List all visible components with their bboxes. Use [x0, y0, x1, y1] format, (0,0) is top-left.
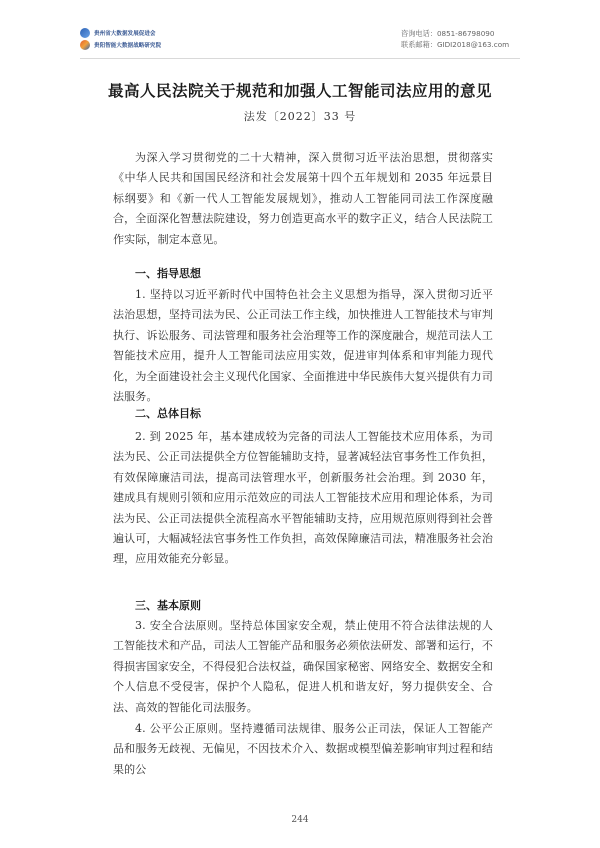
header-divider — [80, 58, 520, 59]
org-logo-1 — [80, 28, 156, 38]
section-heading: 三、基本原则 — [135, 599, 201, 612]
paragraph: 4. 公平公正原则。坚持遵循司法规律、服务公正司法，保证人工智能产品和服务无歧视、无偏见，不因技术介入、数据或模型偏差影响审判过程和结果的公 — [113, 722, 493, 776]
paragraph: 2. 到 2025 年，基本建成较为完备的司法人工智能技术应用体系，为司法为民、公正司法提供全方位智能辅助支持，显著减轻法官事务性工作负担，有效保障廉洁司法，提高司法管理水平，创新服务社会治理。到 2030 年，建成具有规则引领和应用示范效应的司法人工智能技术应用和理论体系，为司法为民、公正司法提供全流程高水平智能辅助支持，应用规范原则得到社会普遍认可，大幅减轻法官事务性工作负担，高效保障廉洁司法，精准服务社会治理，应用效能充分彰显。 — [113, 430, 493, 566]
paragraph: 3. 安全合法原则。坚持总体国家安全观，禁止使用不符合法律法规的人工智能技术和产品，司法人工智能产品和服务必须依法研发、部署和运行，不得损害国家安全，不得侵犯合法权益，确保国家秘密、网络安全、数据安全和个人信息不受侵害，保护个人隐私，促进人机和谐友好，努力提供安全、合法、高效的智能化司法服务。 — [113, 619, 493, 714]
intro-paragraph: 为深入学习贯彻党的二十大精神，深入贯彻习近平法治思想，贯彻落实《中华人民共和国国民经济和社会发展第十四个五年规划和 2035 年远景目标纲要》和《新一代人工智能发展规划》，推动人工智能同司法工作深度融合，全面深化智慧法院建设，努力创造更高水平的数字正义，结合人民法院工作实际，制定本意见。 — [113, 151, 493, 246]
contact-email: 联系邮箱：GIDI2018@163.com — [401, 40, 510, 49]
section-heading: 二、总体目标 — [135, 407, 201, 420]
document-title: 最高人民法院关于规范和加强人工智能司法应用的意见 — [107, 81, 492, 100]
document-number: 法发〔2022〕33 号 — [243, 110, 357, 123]
paragraph: 1. 坚持以习近平新时代中国特色社会主义思想为指导，深入贯彻习近平法治思想，坚持司法为民、公正司法工作主线，加快推进人工智能技术与审判执行、诉讼服务、司法管理和服务社会治理等工作的深度融合，规范司法人工智能技术应用，提升人工智能司法应用实效，促进审判体系和审判能力现代化，为全面建设社会主义现代化国家、全面推进中华民族伟大复兴提供有力司法服务。 — [113, 288, 493, 404]
org-name-2: 贵阳智能大数据战略研究院 — [94, 43, 162, 49]
section-heading: 一、指导思想 — [135, 267, 201, 280]
org-logo-icon — [80, 40, 90, 50]
org-name-1: 贵州省大数据发展促进会 — [94, 31, 156, 37]
org-logo-icon — [80, 28, 90, 38]
page-number: 244 — [291, 815, 309, 825]
contact-phone: 咨询电话：0851-86798090 — [401, 29, 495, 38]
page-header — [0, 0, 600, 58]
org-logo-2 — [80, 40, 161, 50]
